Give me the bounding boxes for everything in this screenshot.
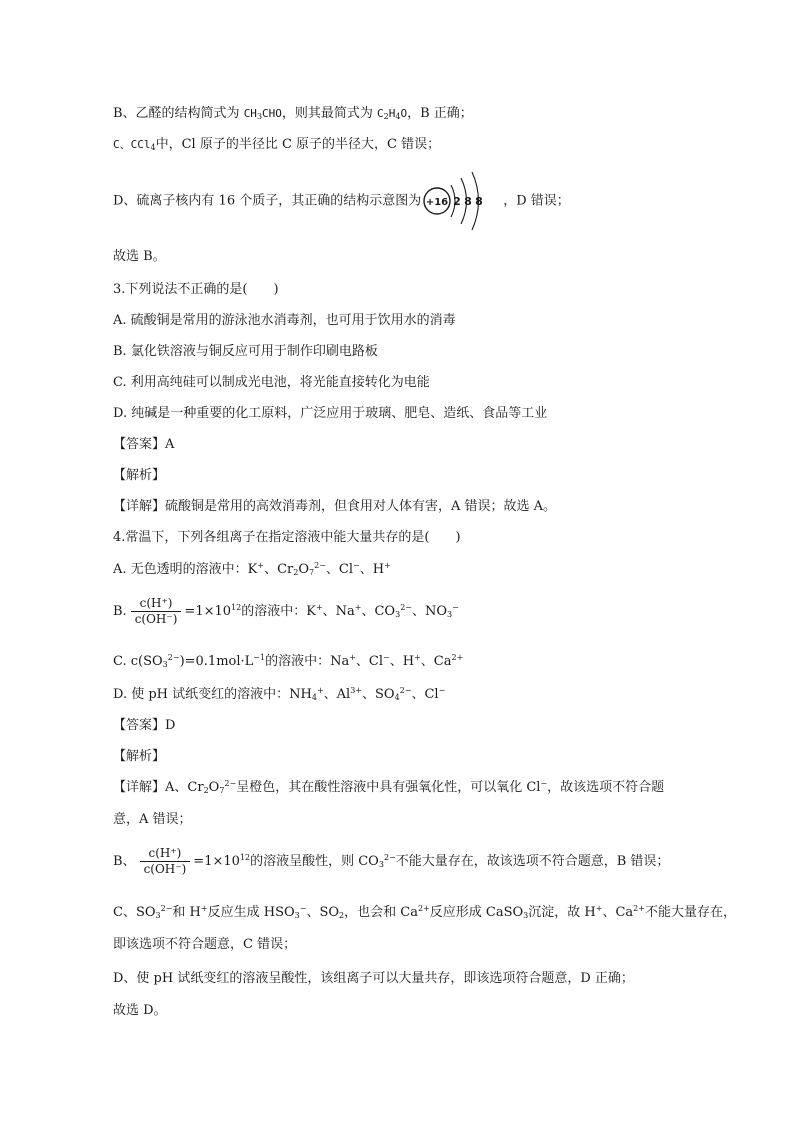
fraction-denominator: c(OH⁻) — [143, 862, 187, 876]
superscript: −1 — [253, 653, 266, 662]
superscript: 2− — [160, 904, 173, 913]
superscript: + — [316, 686, 324, 695]
fraction-numerator: c(H⁺) — [148, 846, 182, 860]
superscript: 12 — [239, 853, 251, 862]
question-3-option-b: B. 氯化铁溶液与铜反应可用于制作印刷电路板 — [113, 344, 378, 359]
shell-1-count: 2 — [453, 195, 462, 208]
superscript: 2− — [167, 653, 180, 662]
text-run: 、H — [389, 654, 415, 669]
question-4-stem: 4.常温下，下列各组离子在指定溶液中能大量共存的是( ) — [113, 530, 461, 545]
superscript: 2− — [224, 779, 237, 788]
superscript: 2− — [400, 603, 412, 612]
text-run: =1×10 — [184, 604, 232, 619]
question-4-answer: 【答案】D — [113, 718, 176, 733]
text-run: 、Al — [323, 687, 351, 702]
question-4-detail-b — [113, 846, 669, 878]
text-run: 、Ca — [420, 654, 452, 669]
subscript: 2 — [339, 911, 345, 920]
question-3-stem: 3.下列说法不正确的是( ) — [113, 282, 279, 297]
subscript: 3 — [162, 660, 168, 669]
superscript: + — [354, 603, 362, 612]
shell-3-count: 8 — [475, 195, 484, 208]
superscript: 2+ — [633, 904, 645, 913]
shell-2-count: 8 — [464, 195, 473, 208]
formula: C — [377, 107, 384, 120]
subscript: 4 — [150, 143, 156, 152]
text-run: )=0.1mol·L — [179, 654, 254, 669]
subscript: 2 — [203, 786, 209, 795]
text-run: =1×10 — [193, 854, 240, 869]
superscript: 2+ — [451, 653, 464, 662]
nucleus-charge: +16 — [426, 197, 449, 208]
text-run: 中，Cl 原子的半径比 C 原子的半径大，C 错误； — [155, 137, 441, 152]
superscript: + — [384, 561, 391, 570]
text-run: O — [298, 562, 310, 577]
text-run: 反应形成 CaSO — [429, 905, 524, 920]
text-run: O — [208, 780, 220, 795]
text-run: 【详解】A、Cr — [113, 780, 204, 795]
question-3-option-c: C. 利用高纯硅可以制成光电池，将光能直接转化为电能 — [113, 375, 430, 390]
text-run: 沉淀，故 H — [528, 905, 596, 920]
choose-b-line: 故选 B。 — [113, 249, 166, 264]
text-run: 、SO — [306, 905, 340, 920]
question-4-detail-a-line1 — [113, 779, 664, 797]
text-run: ，也会和 Ca — [344, 905, 418, 920]
text-run: ，D 错误； — [503, 193, 570, 209]
text-run: D. 使 pH 试纸变红的溶液中：NH — [113, 687, 312, 702]
subscript: 3 — [256, 112, 263, 121]
superscript: 2+ — [417, 904, 430, 913]
text-run: 、Cr — [264, 562, 294, 577]
superscript: + — [315, 603, 323, 612]
text-run: 、Cl — [325, 562, 354, 577]
superscript: 3+ — [350, 686, 363, 695]
text-run: 不能大量存在， — [644, 905, 736, 920]
text-run: B、乙醛的结构简式为 — [113, 106, 244, 121]
formula: CH — [243, 107, 257, 120]
question-4-detail-c-line2: 即该选项不符合题意，C 错误； — [113, 937, 297, 952]
explanation-c-line — [113, 136, 440, 154]
text-run: 、Cl — [411, 687, 439, 702]
question-4-detail-d: D、使 pH 试纸变红的溶液呈酸性，该组离子可以大量共存，即该选项符合题意，D 正确； — [113, 971, 634, 986]
subscript: 4 — [311, 693, 317, 702]
question-4-option-a — [113, 561, 391, 579]
question-4-detail-c-line1 — [113, 904, 736, 922]
option-label: B. — [113, 604, 127, 619]
question-3-detail: 【详解】硫酸铜是常用的高效消毒剂，但食用对人体有害，A 错误；故选 A。 — [113, 499, 557, 514]
subscript: 4 — [395, 112, 401, 121]
question-4-analysis-heading: 【解析】 — [113, 749, 166, 764]
text-run: A. 无色透明的溶液中：K — [113, 562, 258, 577]
fraction-numerator: c(H⁺) — [139, 596, 173, 610]
concentration-ratio-fraction — [140, 846, 191, 877]
text-run: ，B 正确； — [407, 106, 473, 121]
text-run: 、Na — [322, 604, 355, 619]
subscript: 3 — [155, 911, 161, 920]
text-run: 、SO — [362, 687, 395, 702]
subscript: 3 — [523, 911, 529, 920]
superscript: 2− — [383, 853, 396, 862]
superscript: − — [540, 779, 548, 788]
question-4-option-d — [113, 686, 445, 704]
text-run: 不能大量存在，故该选项不符合题意，B 错误； — [395, 854, 670, 869]
text-run: 的溶液中：K — [241, 604, 316, 619]
superscript: 2− — [314, 561, 326, 570]
formula: H — [388, 107, 396, 120]
sulfide-ion-structure-diagram — [423, 170, 501, 232]
formula: CHO — [262, 107, 282, 120]
superscript: 2− — [399, 686, 412, 695]
subscript: 2 — [383, 112, 389, 121]
text-run: 、Cl — [355, 654, 384, 669]
formula: C、CCl — [113, 138, 151, 151]
text-run: C. c(SO — [113, 654, 163, 669]
superscript: + — [414, 653, 421, 662]
superscript: + — [349, 653, 356, 662]
text-run: 、Ca — [602, 905, 634, 920]
text-run: 反应生成 HSO — [207, 905, 295, 920]
choose-d-line: 故选 D。 — [113, 1003, 167, 1018]
concentration-ratio-fraction — [131, 596, 182, 627]
subscript: 2 — [293, 568, 299, 577]
superscript: 12 — [231, 603, 242, 612]
question-4-option-b — [113, 596, 459, 628]
text-run: 和 H — [172, 905, 201, 920]
question-4-option-c — [113, 653, 463, 671]
text-run: 、CO — [361, 604, 396, 619]
question-3-answer: 【答案】A — [113, 437, 175, 452]
subscript: 4 — [394, 693, 400, 702]
text-run: 的溶液中：Na — [265, 654, 350, 669]
subscript: 7 — [219, 786, 225, 795]
subscript: 3 — [294, 911, 300, 920]
question-3-option-a: A. 硫酸铜是常用的游泳池水消毒剂，也可用于饮用水的消毒 — [113, 313, 456, 328]
explanation-d-line — [113, 170, 570, 233]
superscript: − — [299, 904, 307, 913]
text-run: 的溶液呈酸性，则 CO — [250, 854, 379, 869]
superscript: − — [452, 603, 459, 612]
subscript: 3 — [395, 610, 401, 619]
superscript: + — [257, 561, 265, 570]
text-run: 、H — [359, 562, 385, 577]
text-run: ，故该选项不符合题 — [547, 780, 665, 795]
question-3-analysis-heading: 【解析】 — [113, 468, 166, 483]
option-label: B、 — [113, 854, 136, 869]
text-run: D、硫离子核内有 16 个质子，其正确的结构示意图为 — [113, 193, 422, 209]
explanation-b-line — [113, 105, 473, 123]
fraction-denominator: c(OH⁻) — [134, 612, 178, 626]
text-run: 、NO — [411, 604, 448, 619]
superscript: − — [438, 686, 446, 695]
superscript: − — [353, 561, 360, 570]
question-4-detail-a-line2: 意，A 错误； — [113, 812, 192, 827]
superscript: + — [200, 904, 208, 913]
superscript: + — [595, 904, 603, 913]
subscript: 3 — [378, 860, 384, 869]
subscript: 3 — [447, 610, 453, 619]
formula: O — [400, 107, 408, 120]
text-run: ，则其最简式为 — [281, 106, 378, 121]
question-3-option-d: D. 纯碱是一种重要的化工原料，广泛应用于玻璃、肥皂、造纸、食品等工业 — [113, 406, 548, 421]
text-run: 呈橙色，其在酸性溶液中具有强氧化性，可以氧化 Cl — [236, 780, 541, 795]
superscript: − — [383, 653, 390, 662]
subscript: 7 — [309, 568, 315, 577]
text-run: C、SO — [113, 905, 156, 920]
